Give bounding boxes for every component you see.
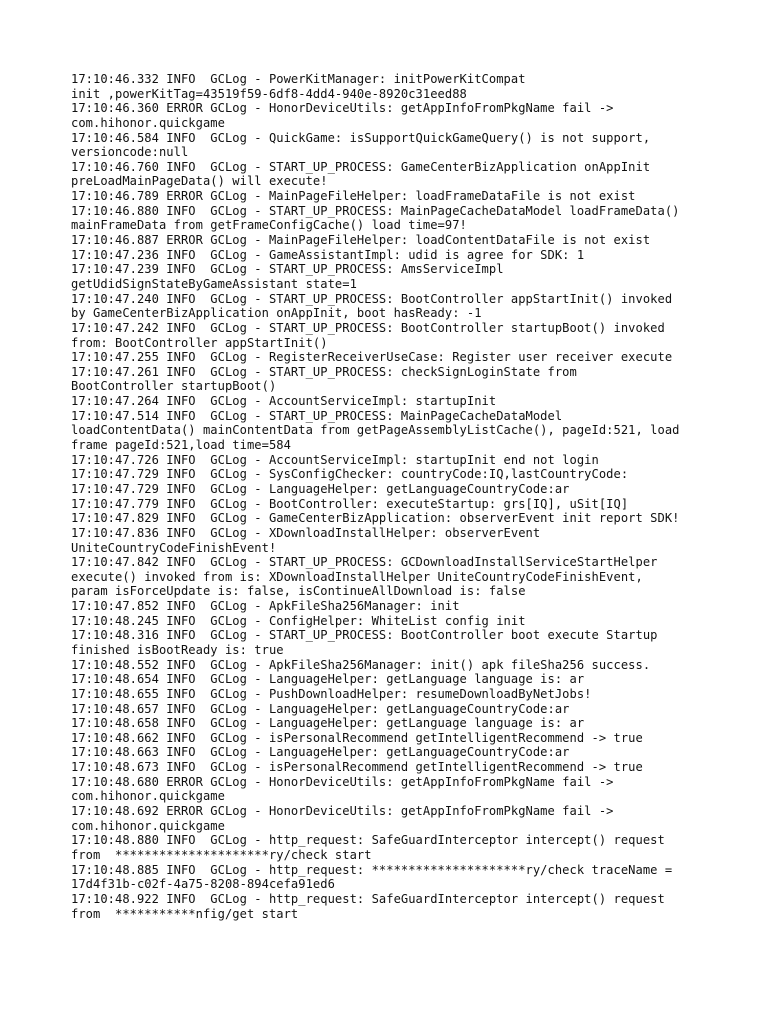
log-line: mainFrameData from getFrameConfigCache() load time=97! xyxy=(71,218,467,233)
log-line: UniteCountryCodeFinishEvent! xyxy=(71,540,277,555)
log-line: 17:10:48.245 INFO GCLog - ConfigHelper: WhiteList config init xyxy=(71,613,526,628)
log-line: from: BootController appStartInit() xyxy=(71,335,328,350)
log-line: 17:10:47.779 INFO GCLog - BootController: executeStartup: grs[IQ], uSit[IQ] xyxy=(71,496,629,511)
log-line: frame pageId:521,load time=584 xyxy=(71,438,291,453)
log-line: finished isBootReady is: true xyxy=(71,642,284,657)
log-line: 17:10:48.662 INFO GCLog - isPersonalRecommend getIntelligentRecommend -> true xyxy=(71,730,643,745)
log-line: 17:10:47.726 INFO GCLog - AccountServiceImpl: startupInit end not login xyxy=(71,452,599,467)
log-line: from *********************ry/check start xyxy=(71,847,372,862)
log-line: 17:10:48.680 ERROR GCLog - HonorDeviceUtils: getAppInfoFromPkgName fail -> xyxy=(71,774,614,789)
log-line: 17:10:48.673 INFO GCLog - isPersonalRecommend getIntelligentRecommend -> true xyxy=(71,760,643,775)
log-line: getUdidSignStateByGameAssistant state=1 xyxy=(71,276,357,291)
log-line: init ,powerKitTag=43519f59-6df8-4dd4-940e-8920c31eed88 xyxy=(71,86,467,101)
log-line: 17:10:47.264 INFO GCLog - AccountServiceImpl: startupInit xyxy=(71,394,497,409)
log-line: 17:10:46.584 INFO GCLog - QuickGame: isSupportQuickGameQuery() is not support, xyxy=(71,130,651,145)
log-line: versioncode:null xyxy=(71,145,189,160)
log-line: 17:10:47.242 INFO GCLog - START_UP_PROCESS: BootController startupBoot() invoked xyxy=(71,320,665,335)
log-line: loadContentData() mainContentData from getPageAssemblyListCache(), pageId:521, load xyxy=(71,423,680,438)
log-line: 17:10:46.760 INFO GCLog - START_UP_PROCESS: GameCenterBizApplication onAppInit xyxy=(71,159,651,174)
log-line: 17:10:48.654 INFO GCLog - LanguageHelper: getLanguage language is: ar xyxy=(71,672,585,687)
log-line: BootController startupBoot() xyxy=(71,379,277,394)
log-line: 17:10:46.789 ERROR GCLog - MainPageFileHelper: loadFrameDataFile is not exist xyxy=(71,189,636,204)
log-line: 17:10:47.255 INFO GCLog - RegisterReceiverUseCase: Register user receiver execute xyxy=(71,350,673,365)
log-line: 17:10:47.239 INFO GCLog - START_UP_PROCESS: AmsServiceImpl xyxy=(71,262,504,277)
log-line: 17:10:48.655 INFO GCLog - PushDownloadHelper: resumeDownloadByNetJobs! xyxy=(71,686,592,701)
log-line: execute() invoked from is: XDownloadInstallHelper UniteCountryCodeFinishEvent, xyxy=(71,569,643,584)
log-line: 17:10:47.236 INFO GCLog - GameAssistantImpl: udid is agree for SDK: 1 xyxy=(71,247,585,262)
log-line: 17:10:48.658 INFO GCLog - LanguageHelper: getLanguage language is: ar xyxy=(71,716,585,731)
log-line: 17:10:47.514 INFO GCLog - START_UP_PROCESS: MainPageCacheDataModel xyxy=(71,408,563,423)
log-line: 17:10:48.885 INFO GCLog - http_request: *********************ry/check traceName = xyxy=(71,862,673,877)
log-line: 17:10:47.729 INFO GCLog - LanguageHelper: getLanguageCountryCode:ar xyxy=(71,481,570,496)
log-line: 17:10:47.240 INFO GCLog - START_UP_PROCESS: BootController appStartInit() invoked xyxy=(71,291,673,306)
log-line: 17:10:48.552 INFO GCLog - ApkFileSha256Manager: init() apk fileSha256 success. xyxy=(71,657,651,672)
log-line: com.hihonor.quickgame xyxy=(71,789,225,804)
log-line: 17:10:47.842 INFO GCLog - START_UP_PROCESS: GCDownloadInstallServiceStartHelper xyxy=(71,555,658,570)
log-line: 17:10:48.663 INFO GCLog - LanguageHelper: getLanguageCountryCode:ar xyxy=(71,745,570,760)
log-line: param isForceUpdate is: false, isContinueAllDownload is: false xyxy=(71,584,526,599)
log-line: 17:10:46.887 ERROR GCLog - MainPageFileHelper: loadContentDataFile is not exist xyxy=(71,233,651,248)
log-line: com.hihonor.quickgame xyxy=(71,115,225,130)
log-line: com.hihonor.quickgame xyxy=(71,818,225,833)
log-line: 17:10:47.836 INFO GCLog - XDownloadInstallHelper: observerEvent xyxy=(71,525,541,540)
log-line: 17:10:47.261 INFO GCLog - START_UP_PROCESS: checkSignLoginState from xyxy=(71,364,577,379)
log-line: 17:10:47.829 INFO GCLog - GameCenterBizApplication: observerEvent init report SDK! xyxy=(71,511,680,526)
log-line: preLoadMainPageData() will execute! xyxy=(71,174,328,189)
log-line: from ***********nfig/get start xyxy=(71,906,299,921)
log-line: 17:10:48.692 ERROR GCLog - HonorDeviceUtils: getAppInfoFromPkgName fail -> xyxy=(71,804,614,819)
log-line: 17:10:47.729 INFO GCLog - SysConfigChecker: countryCode:IQ,lastCountryCode: xyxy=(71,467,629,482)
log-line: 17d4f31b-c02f-4a75-8208-894cefa91ed6 xyxy=(71,877,335,892)
log-line: 17:10:46.360 ERROR GCLog - HonorDeviceUtils: getAppInfoFromPkgName fail -> xyxy=(71,101,614,116)
log-line: 17:10:46.880 INFO GCLog - START_UP_PROCESS: MainPageCacheDataModel loadFrameData() xyxy=(71,203,680,218)
log-line: by GameCenterBizApplication onAppInit, boot hasReady: -1 xyxy=(71,306,482,321)
log-line: 17:10:48.880 INFO GCLog - http_request: SafeGuardInterceptor intercept() request xyxy=(71,833,665,848)
log-line: 17:10:48.657 INFO GCLog - LanguageHelper: getLanguageCountryCode:ar xyxy=(71,701,570,716)
log-line: 17:10:48.316 INFO GCLog - START_UP_PROCESS: BootController boot execute Startup xyxy=(71,628,658,643)
log-text-block xyxy=(71,72,711,921)
log-line: 17:10:48.922 INFO GCLog - http_request: SafeGuardInterceptor intercept() request xyxy=(71,891,665,906)
log-line: 17:10:47.852 INFO GCLog - ApkFileSha256Manager: init xyxy=(71,599,460,614)
log-line: 17:10:46.332 INFO GCLog - PowerKitManager: initPowerKitCompat xyxy=(71,72,526,86)
